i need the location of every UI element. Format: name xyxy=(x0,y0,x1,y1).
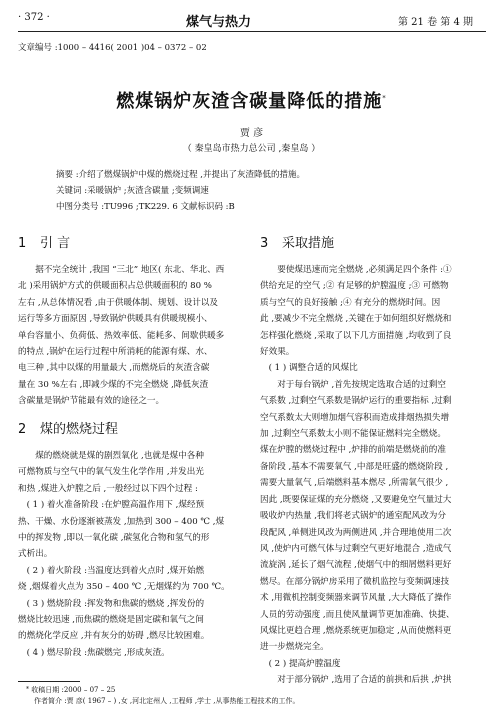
burning-process-text xyxy=(18,448,244,661)
section-title: 煤的燃烧过程 xyxy=(40,422,119,437)
page-title xyxy=(0,87,503,113)
line: 人员的劳动强度 ,而且使风量调节更加准确、快捷、 xyxy=(260,609,455,620)
title-footnote-mark: * xyxy=(382,94,387,102)
line: 的燃烧化学反应 ,并有灰分的妨碍 ,燃尽比较困难。 xyxy=(18,631,210,642)
classification: 中图分类号 :TU996 ;TK229. 6 文献标识码 :B xyxy=(56,202,235,212)
line: 对于每台锅炉 ,首先按规定选取合适的过剩空 xyxy=(277,379,446,390)
section-title: 引 言 xyxy=(40,236,71,251)
line: ( 1 ) 着火准备阶段 :在炉膛高温作用下 ,煤经预 xyxy=(26,500,205,511)
line: 进一步燃烧完全。 xyxy=(260,642,329,653)
section-number: 3 xyxy=(260,236,269,251)
line: ( 2 ) 着火阶段 :当温度达到着火点时 ,煤开始燃 xyxy=(26,565,205,576)
line: 对于部分锅炉 ,选用了合适的前拱和后拱 ,炉拱 xyxy=(277,675,452,686)
keywords: 关键词 :采暖锅炉 ;灰渣含碳量 ;变频调速 xyxy=(56,186,209,196)
line: 单台容量小、负荷低、热效率低、能耗多、间歇供暖多 xyxy=(18,330,225,341)
line: 加 ,过剩空气系数太小则不能保证燃料完全燃烧。 xyxy=(260,429,446,440)
line: ( 3 ) 燃烧阶段 :挥发物和焦碳的燃烧 ,挥发份的 xyxy=(26,598,205,609)
line: 运行等多方面原因 ,导致锅炉供暖具有供暖规模小、 xyxy=(18,314,213,325)
journal-name: 煤气与热力 xyxy=(186,15,252,30)
line: 吸收炉内热量 ,我们将老式锅炉的通室配风改为分 xyxy=(260,511,446,522)
line: 需要大量氧气 ,后端燃料基本燃尽 ,所需氧气很少 , xyxy=(260,478,449,489)
line: 可燃物质与空气中的氧气发生化学作用 ,并发出光 xyxy=(18,467,204,478)
line: 的特点 ,锅炉在运行过程中所消耗的能源有煤、水、 xyxy=(18,347,213,358)
line: 质与空气的良好接触 ;④ 有充分的燃烧时间。因 xyxy=(260,297,441,308)
line: 流旋涡 ,延长了烟气流程 ,使烟气中的细屑燃料更好 xyxy=(260,560,452,571)
line: 术 ,用微机控制变频器来调节风量 ,大大降低了操作 xyxy=(260,593,452,604)
line: ( 4 ) 燃尽阶段 :焦碳燃完 ,形成灰渣。 xyxy=(26,647,170,658)
line: 热、干燥、水份逐渐被蒸发 ,加热到 300 – 400 ℃ ,煤 xyxy=(18,516,225,527)
line: 北 )采用锅炉方式的供暖面积占总供暖面积的 80 % xyxy=(18,281,212,292)
line: 式析出。 xyxy=(18,549,53,560)
line: 中的挥发物 ,即以一氧化碳 ,碳氢化合物和氢气的形 xyxy=(18,533,210,544)
abstract: 摘要 :介绍了燃煤锅炉中煤的燃烧过程 ,并提出了灰渣降低的措施。 xyxy=(56,170,305,180)
line: 气系数 ,过剩空气系数是锅炉运行的重要指标 ,过剩 xyxy=(260,396,452,407)
volume-issue: 第 21 卷 第 4 期 xyxy=(398,17,473,28)
intro-paragraph xyxy=(18,262,244,410)
section-number: 1 xyxy=(18,236,27,251)
line: 燃烧比较迅速 ,而焦碳的燃烧是固定碳和氧气之间 xyxy=(18,615,204,626)
header-rule xyxy=(18,31,486,32)
line: 左右 ,从总体情况看 ,由于供暖体制、规划、设计以及 xyxy=(18,297,218,308)
footnote-author-info: 作者简介 :贾 彦( 1967 – ) ,女 ,河北定州人 ,工程师 ,学士 ,从事热能工程技术的工作。 xyxy=(34,697,300,705)
author: 贾 彦 xyxy=(239,128,264,139)
line: 风 ,使炉内可燃气体与过剩空气更好地混合 ,造成气 xyxy=(260,543,452,554)
line: 和热 ,煤进入炉膛之后 ,一般经过以下四个过程 : xyxy=(18,483,198,494)
line: 空气系数太大则增加烟气容积而造成排烟热损失增 xyxy=(260,412,450,423)
line: 怎样强化燃烧 ,采取了以下几方面措施 ,均收到了良 xyxy=(260,330,452,341)
line: 据不完全统计 ,我国 “三北” 地区( 东北、华北、西 xyxy=(35,265,225,275)
section-title: 采取措施 xyxy=(282,236,335,251)
section-2-heading xyxy=(18,418,118,437)
line: 备阶段 ,基本不需要氧气 ,中部是旺盛的燃烧阶段 , xyxy=(260,461,449,472)
article-id: 文章编号 :1000 – 4416( 2001 )04 – 0372 – 02 xyxy=(18,43,207,53)
footnote-rule xyxy=(18,681,80,682)
line: 电三种 ,其中以煤的用量最大 ,而燃烧后的灰渣含碳 xyxy=(18,363,210,374)
measures-text xyxy=(260,262,488,689)
line: 燃尽。在部分锅炉房采用了微机监控与变频调速技 xyxy=(260,576,450,587)
line: 含碳量是锅炉节能最有效的途径之一。 xyxy=(18,396,165,407)
section-3-heading xyxy=(260,232,334,251)
line: 供给充足的空气 ;② 有足够的炉膛温度 ;③ 可燃物 xyxy=(260,281,449,292)
line: 烧 ,烟煤着火点为 350 – 400 ℃ ,无烟煤约为 700 ℃。 xyxy=(18,582,230,593)
footnote-mark: * xyxy=(26,686,29,693)
affiliation: （ 秦皇岛市热力总公司 ,秦皇岛 ） xyxy=(182,144,321,154)
section-1-heading xyxy=(18,232,70,251)
section-number: 2 xyxy=(18,422,27,437)
line: 好效果。 xyxy=(260,347,295,358)
footnote-received xyxy=(26,685,115,695)
line: 量在 30 %左右 ,即减少煤的不完全燃烧 ,降低灰渣 xyxy=(18,379,209,390)
page-number: · 372 · xyxy=(18,12,50,23)
subheading: ( 2 ) 提高炉膛温度 xyxy=(268,658,341,669)
line: 风煤比更趋合理 ,燃烧系统更加稳定 ,从而使燃料更 xyxy=(260,625,452,636)
line: 段配风 ,单侧进风改为两侧进风 ,并合理地使用二次 xyxy=(260,527,452,538)
line: 此 ,要减少不完全燃烧 ,关键在于如何组织好燃烧和 xyxy=(260,314,452,325)
subheading: ( 1 ) 调整合适的风煤比 xyxy=(268,363,358,374)
title-text: 燃煤锅炉灰渣含碳量降低的措施 xyxy=(116,91,383,112)
line: 要使煤迅速而完全燃烧 ,必须满足四个条件 :① xyxy=(277,265,452,275)
received-date: 收稿日期 :2000 – 07 – 25 xyxy=(31,686,116,694)
line: 煤在炉膛的燃烧过程中 ,炉排的前端是燃烧前的准 xyxy=(260,445,446,456)
line: 因此 ,既要保证煤的充分燃烧 ,又要避免空气量过大 xyxy=(260,494,452,505)
line: 煤的燃烧就是煤的剧烈氧化 ,也就是煤中各种 xyxy=(35,451,204,461)
